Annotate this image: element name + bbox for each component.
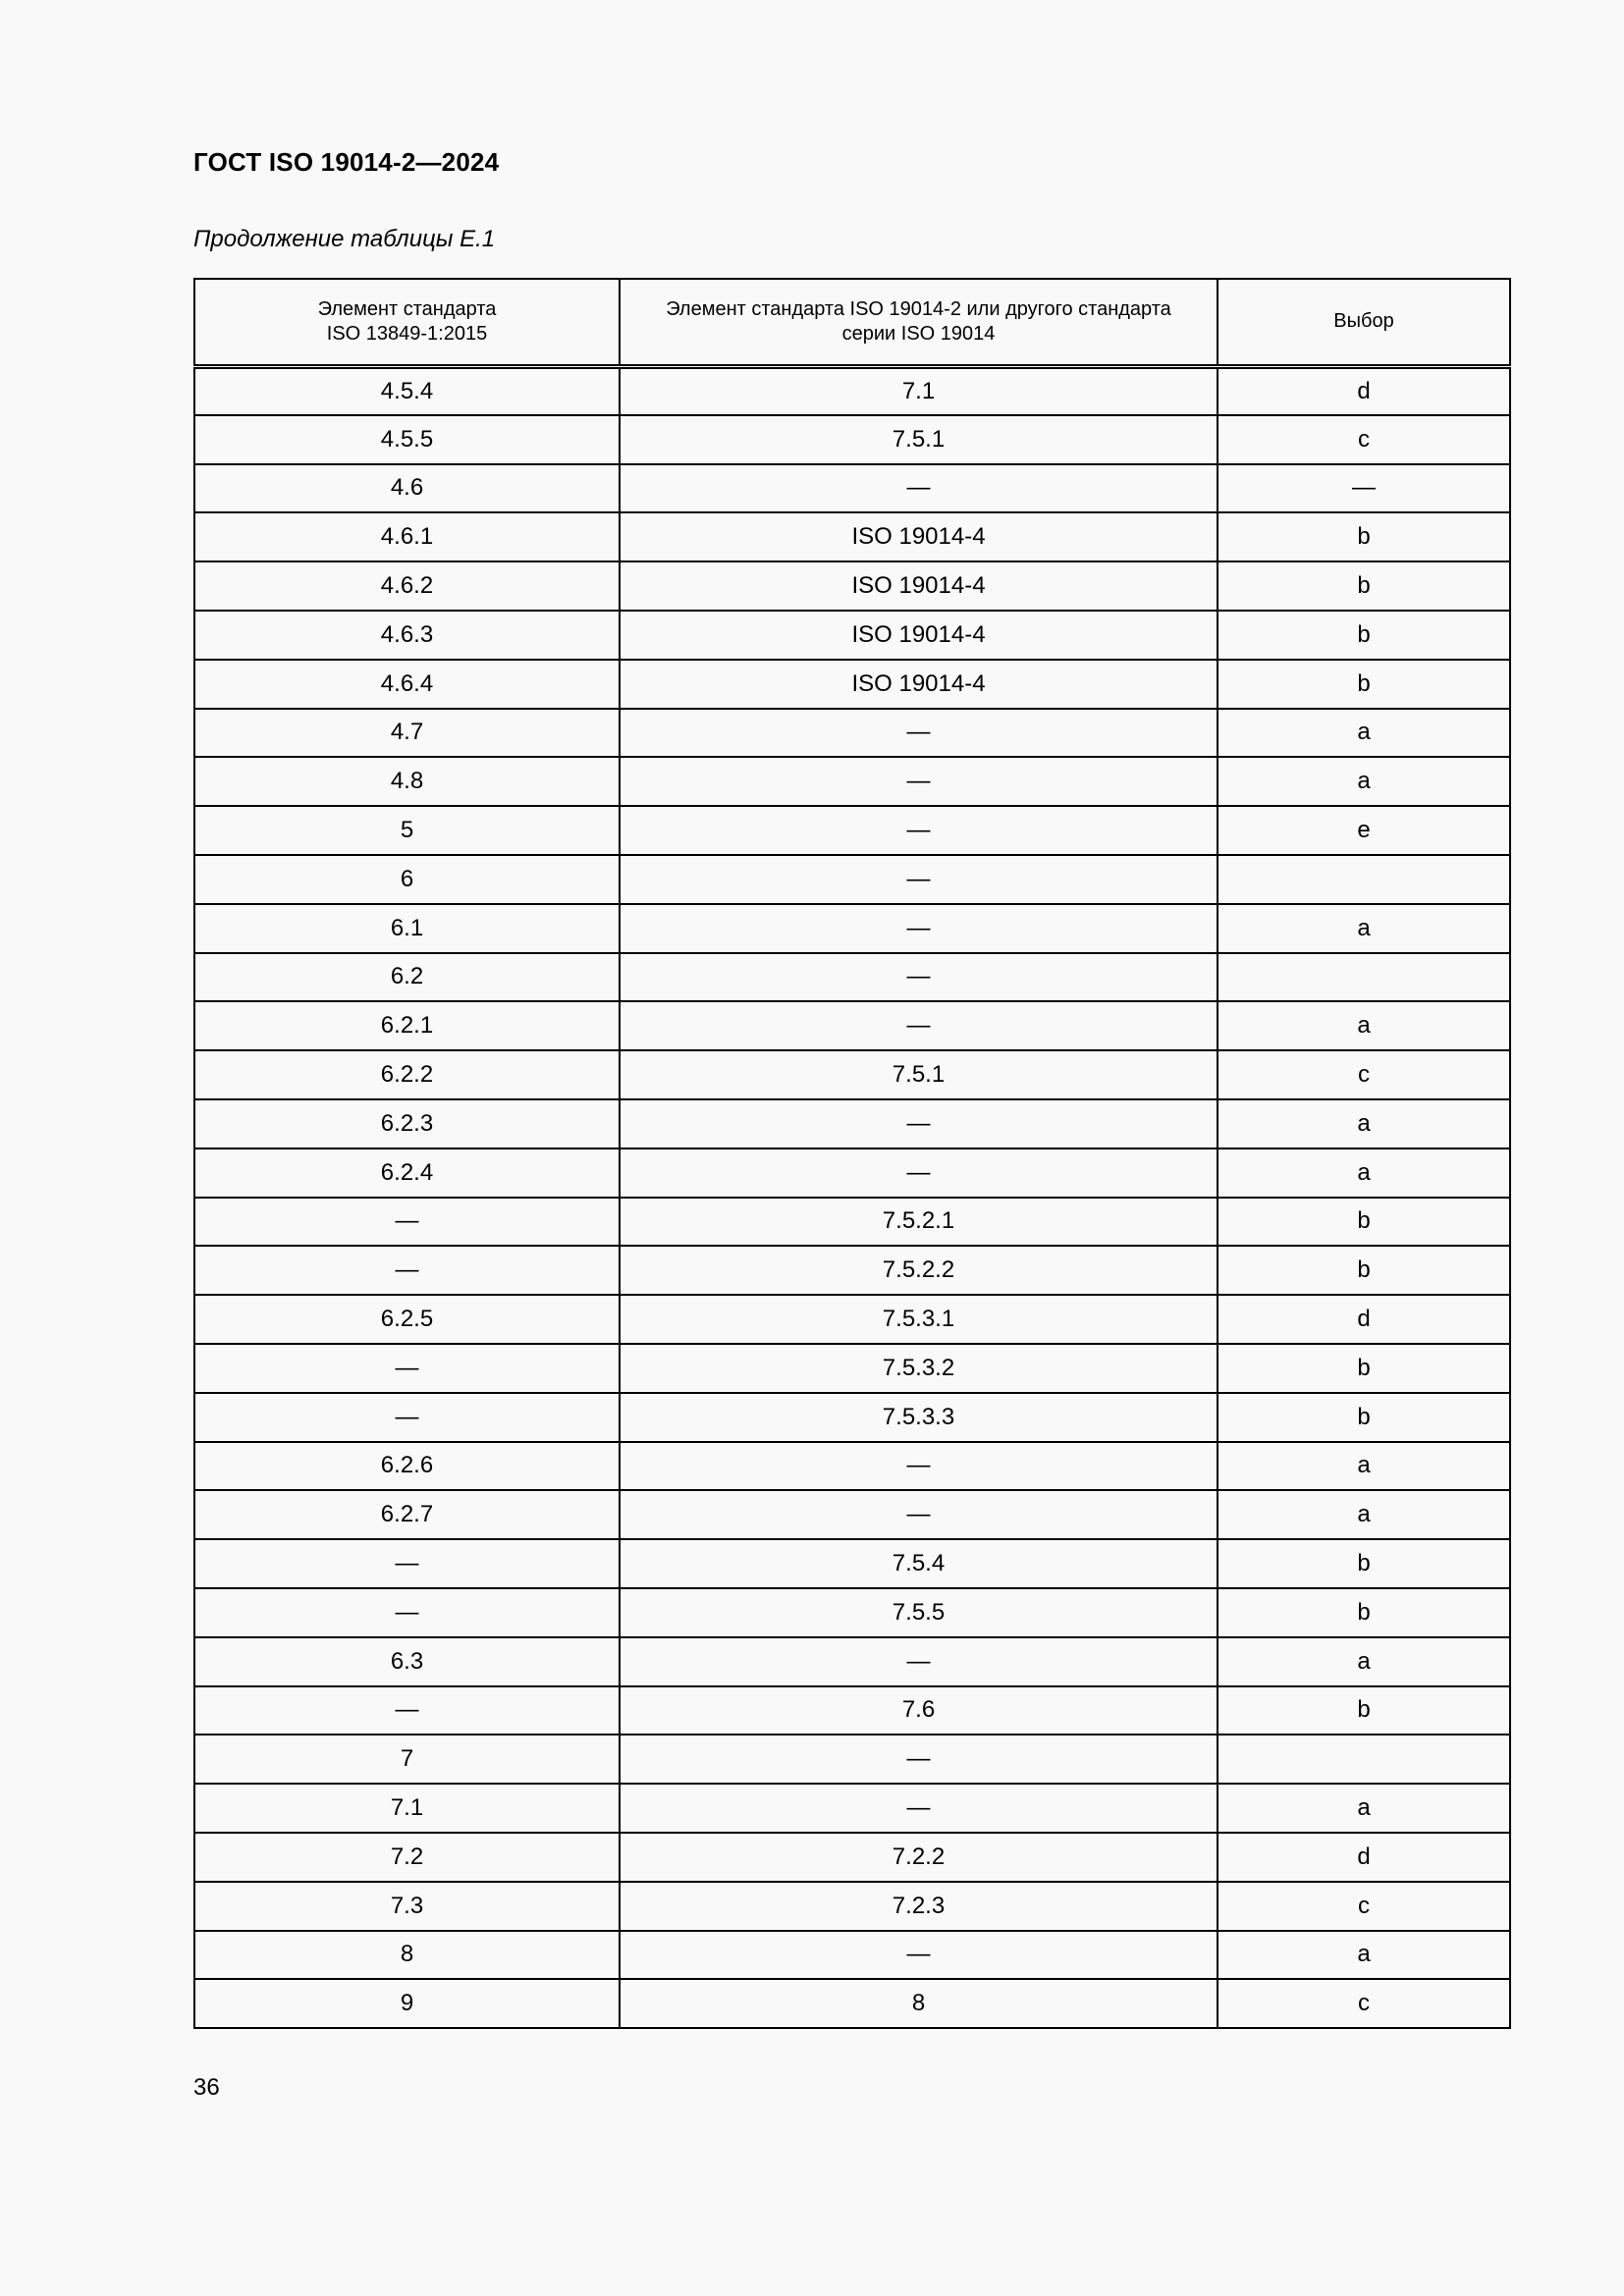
cell-choice: b bbox=[1218, 660, 1510, 709]
cell-iso13849-element: — bbox=[194, 1246, 620, 1295]
cell-iso19014-element: 7.1 bbox=[620, 366, 1218, 415]
cell-iso13849-element: — bbox=[194, 1686, 620, 1735]
cell-iso13849-element: 4.6.3 bbox=[194, 611, 620, 660]
cell-iso19014-element: 7.2.2 bbox=[620, 1833, 1218, 1882]
table-row bbox=[194, 1198, 1510, 1247]
cell-iso13849-element: 4.6.2 bbox=[194, 561, 620, 611]
document-title: ГОСТ ISO 19014-2—2024 bbox=[193, 147, 500, 177]
correspondence-table bbox=[193, 278, 1511, 2029]
cell-iso13849-element: 4.6.1 bbox=[194, 512, 620, 561]
cell-iso13849-element: 7 bbox=[194, 1735, 620, 1784]
table-row bbox=[194, 1490, 1510, 1539]
cell-choice: b bbox=[1218, 1588, 1510, 1637]
cell-iso19014-element: 7.5.2.2 bbox=[620, 1246, 1218, 1295]
cell-iso13849-element: 6 bbox=[194, 855, 620, 904]
table-row bbox=[194, 1442, 1510, 1491]
page-number: 36 bbox=[193, 2074, 220, 2101]
cell-iso19014-element: 7.5.2.1 bbox=[620, 1198, 1218, 1247]
cell-iso13849-element: — bbox=[194, 1198, 620, 1247]
cell-choice: b bbox=[1218, 1246, 1510, 1295]
cell-iso13849-element: 4.8 bbox=[194, 757, 620, 806]
cell-iso13849-element: 7.3 bbox=[194, 1882, 620, 1931]
table-row bbox=[194, 1979, 1510, 2028]
cell-choice bbox=[1218, 1735, 1510, 1784]
cell-choice: e bbox=[1218, 806, 1510, 855]
cell-iso13849-element: 6.2.4 bbox=[194, 1148, 620, 1198]
table-row bbox=[194, 512, 1510, 561]
cell-iso13849-element: 6.2.2 bbox=[194, 1050, 620, 1099]
cell-choice: a bbox=[1218, 1148, 1510, 1198]
table-row bbox=[194, 1393, 1510, 1442]
table-row bbox=[194, 1246, 1510, 1295]
table-row bbox=[194, 1344, 1510, 1393]
cell-choice: a bbox=[1218, 709, 1510, 758]
cell-choice bbox=[1218, 953, 1510, 1002]
cell-choice: d bbox=[1218, 1833, 1510, 1882]
cell-iso13849-element: 4.5.5 bbox=[194, 415, 620, 464]
cell-choice: — bbox=[1218, 464, 1510, 513]
cell-iso19014-element: — bbox=[620, 1442, 1218, 1491]
cell-iso19014-element: — bbox=[620, 1637, 1218, 1686]
cell-iso19014-element: — bbox=[620, 806, 1218, 855]
table-row bbox=[194, 1050, 1510, 1099]
cell-iso13849-element: 6.2.1 bbox=[194, 1001, 620, 1050]
cell-choice: b bbox=[1218, 1686, 1510, 1735]
cell-iso13849-element: 6.2.7 bbox=[194, 1490, 620, 1539]
cell-iso19014-element: — bbox=[620, 1490, 1218, 1539]
table-row bbox=[194, 561, 1510, 611]
table-row bbox=[194, 1931, 1510, 1980]
cell-choice: c bbox=[1218, 1882, 1510, 1931]
cell-iso13849-element: 6.1 bbox=[194, 904, 620, 953]
cell-iso19014-element: ISO 19014-4 bbox=[620, 512, 1218, 561]
cell-choice: a bbox=[1218, 1637, 1510, 1686]
cell-choice: b bbox=[1218, 512, 1510, 561]
table-row bbox=[194, 1735, 1510, 1784]
header-choice: Выбор bbox=[1218, 279, 1510, 366]
table-row bbox=[194, 757, 1510, 806]
cell-iso19014-element: — bbox=[620, 1931, 1218, 1980]
cell-iso13849-element: 4.6 bbox=[194, 464, 620, 513]
cell-choice: b bbox=[1218, 611, 1510, 660]
cell-iso13849-element: 7.2 bbox=[194, 1833, 620, 1882]
table-row bbox=[194, 1539, 1510, 1588]
cell-choice: c bbox=[1218, 1979, 1510, 2028]
cell-iso19014-element: — bbox=[620, 1001, 1218, 1050]
cell-choice: a bbox=[1218, 1442, 1510, 1491]
table-row bbox=[194, 464, 1510, 513]
cell-iso13849-element: — bbox=[194, 1539, 620, 1588]
table-row bbox=[194, 953, 1510, 1002]
cell-iso19014-element: 7.5.5 bbox=[620, 1588, 1218, 1637]
cell-iso19014-element: ISO 19014-4 bbox=[620, 660, 1218, 709]
cell-choice: a bbox=[1218, 1931, 1510, 1980]
table-row bbox=[194, 1686, 1510, 1735]
cell-choice: a bbox=[1218, 1001, 1510, 1050]
cell-choice: a bbox=[1218, 1784, 1510, 1833]
table-row bbox=[194, 806, 1510, 855]
cell-choice: b bbox=[1218, 561, 1510, 611]
cell-iso19014-element: ISO 19014-4 bbox=[620, 561, 1218, 611]
table-row bbox=[194, 1001, 1510, 1050]
cell-iso13849-element: — bbox=[194, 1588, 620, 1637]
cell-iso13849-element: 6.2.3 bbox=[194, 1099, 620, 1148]
header-iso13849-element: Элемент стандарта ISO 13849-1:2015 bbox=[194, 279, 620, 366]
cell-iso13849-element: 7.1 bbox=[194, 1784, 620, 1833]
table-row bbox=[194, 1588, 1510, 1637]
header-iso19014-element: Элемент стандарта ISO 19014-2 или другого стандарта серии ISO 19014 bbox=[620, 279, 1218, 366]
cell-choice: a bbox=[1218, 904, 1510, 953]
cell-choice: c bbox=[1218, 415, 1510, 464]
cell-choice: a bbox=[1218, 1490, 1510, 1539]
cell-iso19014-element: — bbox=[620, 757, 1218, 806]
cell-iso13849-element: — bbox=[194, 1393, 620, 1442]
cell-choice: b bbox=[1218, 1393, 1510, 1442]
cell-choice: a bbox=[1218, 757, 1510, 806]
cell-iso13849-element: 6.2.5 bbox=[194, 1295, 620, 1344]
cell-iso19014-element: 7.5.1 bbox=[620, 415, 1218, 464]
cell-iso13849-element: 6.2.6 bbox=[194, 1442, 620, 1491]
cell-iso13849-element: 4.7 bbox=[194, 709, 620, 758]
cell-choice: b bbox=[1218, 1344, 1510, 1393]
cell-choice: c bbox=[1218, 1050, 1510, 1099]
table-body bbox=[194, 366, 1510, 2028]
table-row bbox=[194, 1295, 1510, 1344]
cell-iso13849-element: 6.3 bbox=[194, 1637, 620, 1686]
table-row bbox=[194, 366, 1510, 415]
cell-iso13849-element: 5 bbox=[194, 806, 620, 855]
cell-choice: d bbox=[1218, 1295, 1510, 1344]
cell-iso19014-element: 7.6 bbox=[620, 1686, 1218, 1735]
cell-iso19014-element: — bbox=[620, 1099, 1218, 1148]
cell-iso13849-element: 4.5.4 bbox=[194, 366, 620, 415]
cell-choice bbox=[1218, 855, 1510, 904]
table-row bbox=[194, 1784, 1510, 1833]
cell-iso13849-element: — bbox=[194, 1344, 620, 1393]
table-row bbox=[194, 709, 1510, 758]
cell-choice: b bbox=[1218, 1539, 1510, 1588]
table-row bbox=[194, 1099, 1510, 1148]
table-row bbox=[194, 855, 1510, 904]
cell-iso19014-element: — bbox=[620, 953, 1218, 1002]
table-row bbox=[194, 1882, 1510, 1931]
cell-iso19014-element: 8 bbox=[620, 1979, 1218, 2028]
cell-iso19014-element: 7.5.3.1 bbox=[620, 1295, 1218, 1344]
cell-iso19014-element: 7.5.1 bbox=[620, 1050, 1218, 1099]
table-row bbox=[194, 1148, 1510, 1198]
cell-iso13849-element: 8 bbox=[194, 1931, 620, 1980]
cell-iso19014-element: 7.5.3.3 bbox=[620, 1393, 1218, 1442]
table-row bbox=[194, 1833, 1510, 1882]
cell-iso13849-element: 6.2 bbox=[194, 953, 620, 1002]
cell-iso19014-element: ISO 19014-4 bbox=[620, 611, 1218, 660]
cell-iso13849-element: 9 bbox=[194, 1979, 620, 2028]
table-row bbox=[194, 660, 1510, 709]
cell-iso19014-element: 7.5.3.2 bbox=[620, 1344, 1218, 1393]
cell-iso19014-element: — bbox=[620, 904, 1218, 953]
cell-iso19014-element: — bbox=[620, 709, 1218, 758]
cell-iso19014-element: 7.5.4 bbox=[620, 1539, 1218, 1588]
table-row bbox=[194, 904, 1510, 953]
cell-iso19014-element: — bbox=[620, 1148, 1218, 1198]
cell-iso19014-element: 7.2.3 bbox=[620, 1882, 1218, 1931]
table-row bbox=[194, 611, 1510, 660]
table-caption: Продолжение таблицы Е.1 bbox=[193, 226, 496, 252]
table-header-row bbox=[194, 279, 1510, 366]
cell-iso19014-element: — bbox=[620, 1784, 1218, 1833]
table-row bbox=[194, 1637, 1510, 1686]
cell-iso19014-element: — bbox=[620, 464, 1218, 513]
table-row bbox=[194, 415, 1510, 464]
cell-iso19014-element: — bbox=[620, 1735, 1218, 1784]
cell-choice: a bbox=[1218, 1099, 1510, 1148]
cell-choice: b bbox=[1218, 1198, 1510, 1247]
cell-iso13849-element: 4.6.4 bbox=[194, 660, 620, 709]
cell-choice: d bbox=[1218, 366, 1510, 415]
cell-iso19014-element: — bbox=[620, 855, 1218, 904]
